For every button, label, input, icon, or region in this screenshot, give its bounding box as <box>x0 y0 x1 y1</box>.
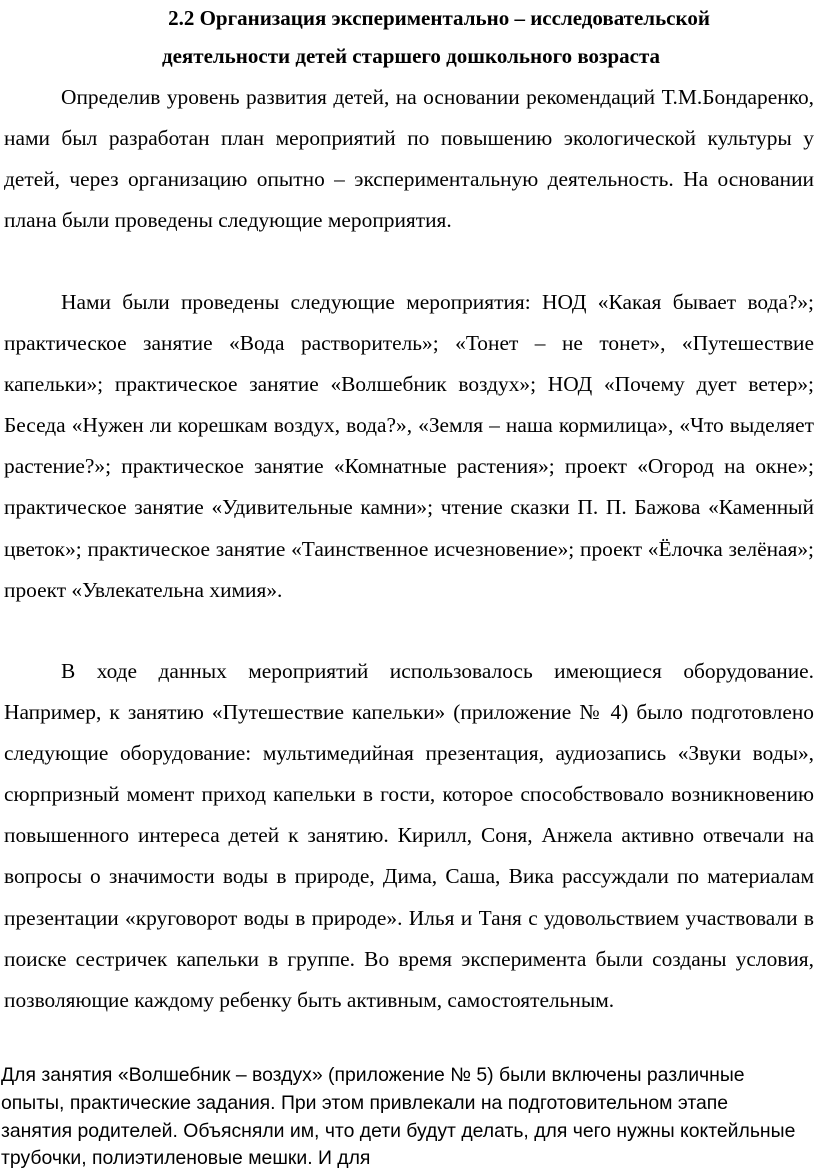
section-heading-line-1: 2.2 Организация экспериментально – исследовательской <box>168 6 710 30</box>
paragraph-activities-list: Нами были проведены следующие мероприятия: НОД «Какая бывает вода?»; практическое занятие «Вода растворитель»; «Тонет – не тонет», «Путешествие капельки»; практическое занятие «Волшебник воздух»; НОД «Почему дует ветер»; Беседа «Нужен ли корешкам воздух, вода?», «Земля – наша кормилица», «Что выделяет растение?»; практическое занятие «Комнатные растения»; проект «Огород на окне»; практическое занятие «Удивительные камни»; чтение сказки П. П. Бажова «Каменный цветок»; практическое занятие «Таинственное исчезновение»; проект «Ёлочка зелёная»; проект «Увлекательна химия». <box>4 290 814 602</box>
paragraph-equipment: В ходе данных мероприятий использовалось имеющиеся оборудование. Например, к занятию «Путешествие капельки» (приложение № 4) было подготовлено следующие оборудование: мультимедийная презентация, аудиозапись «Звуки воды», сюрпризный момент приход капельки в гости, которое способствовало возникновению повышенного интереса детей к занятию. Кирилл, Соня, Анжела активно отвечали на вопросы о значимости воды в природе, Дима, Саша, Вика рассуждали по материалам презентации «круговорот воды в природе». Илья и Таня с удовольствием участвовали в поиске сестричек капельки в группе. Во время эксперимента были созданы условия, позволяющие каждому ребенку быть активным, самостоятельным. <box>4 659 814 1012</box>
section-heading-line-2: деятельности детей старшего дошкольного возраста <box>161 44 661 68</box>
paragraph-plan: Определив уровень развития детей, на основании рекомендаций Т.М.Бондаренко, нами был разработан план мероприятий по повышению экологической культуры у детей, через организацию опытно – экспериментальную деятельность. На основании плана были проведены следующие мероприятия. <box>4 85 814 233</box>
paragraph-air-lesson: Для занятия «Волшебник – воздух» (приложение № 5) были включены различные опыты, практические задания. При этом привлекали на подготовительном этапе занятия родителей. Объясняли им, что дети будут делать, для чего нужны коктейльные трубочки, полиэтиленовые мешки. И для <box>1 1064 796 1170</box>
